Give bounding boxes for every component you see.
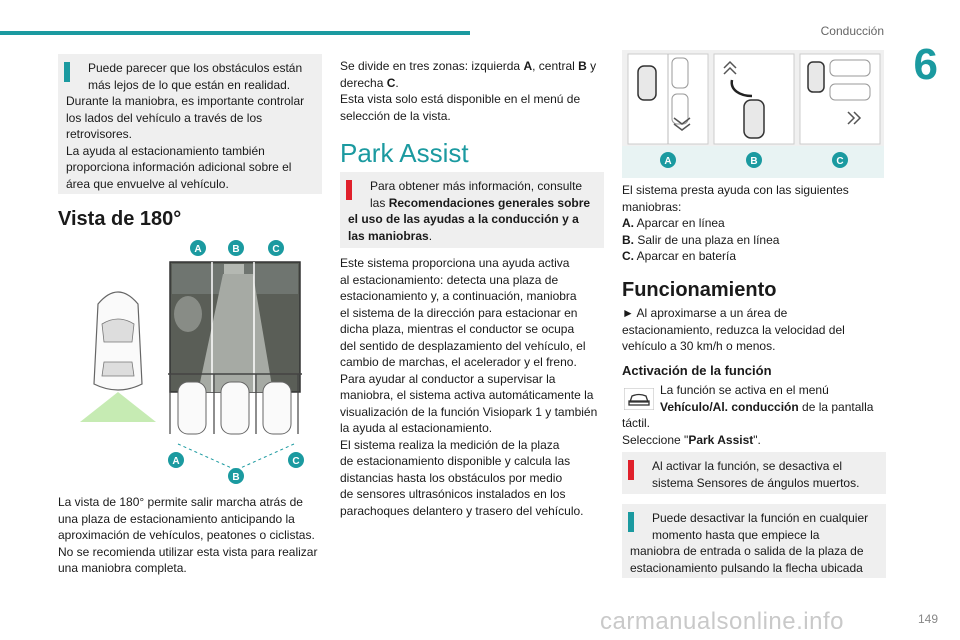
text-line: del sentido de desplazamiento del vehículo, el [340,338,586,353]
step-approach [622,305,892,355]
info-line: más lejos de lo que están en realidad. [88,77,291,92]
heading-activacion: Activación de la función [622,363,772,378]
text-line: parachoques delantero y trasero del vehículo. [340,503,584,518]
warning-box-blind-spot [622,452,886,494]
maneuver-item: B. Salir de una plaza en línea [622,232,780,247]
text-line: una plaza de estacionamiento anticipando la [58,511,295,526]
text-line: ► Al aproximarse a un área de [622,306,788,320]
text-line: estacionamiento y, a continuación, maniobra [340,289,577,303]
page-number: 149 [917,612,938,626]
label-c-text: C [272,244,280,255]
chapter-title: Conducción [820,24,884,38]
label-c-text: C [836,156,844,167]
info-line: Durante la maniobra, es importante controlar [66,94,305,108]
text-line: Puede desactivar la función en cualquier [652,511,869,525]
text-line: El sistema presta ayuda con las siguientes [622,183,849,197]
text-line: maniobra, el sistema activa automáticamente la [340,388,594,402]
text-line: de estacionamiento disponible y calcula las [340,454,571,468]
text-line: selección de la vista. [340,108,451,123]
heading-park-assist: Park Assist [340,138,469,168]
text-line: Esta vista solo está disponible en el menú de [340,92,581,106]
text-line: de sensores ultrasónicos instalados en los [340,487,566,501]
chapter-number: 6 [913,40,938,89]
zones-line-2: derecha C. [340,75,399,90]
maneuver-item: A. Aparcar en línea [622,216,725,230]
label-a-text: A [194,244,202,255]
info-line: los lados del vehículo a través de los [66,110,263,125]
text-line: el uso de las ayudas a la conducción y a [348,212,579,226]
text-line: aproximación de vehículos, peatones o ciclistas. [58,528,315,542]
text-line: sistema Sensores de ángulos muertos. [652,475,860,490]
text-line: al estacionamiento: detecta una plaza de [340,272,559,287]
parked-car [263,382,291,434]
parked-car [178,382,206,434]
text-line: estacionamiento pulsando la flecha ubicada [630,560,863,575]
info-box-deactivate [622,504,886,578]
text-line: Para obtener más información, consulte [370,179,583,193]
text-line: La función se activa en el menú [660,383,829,397]
label-c-text: C [292,456,300,467]
label-a-text: A [664,156,672,167]
label-b-text: B [232,472,240,483]
intro-zones [340,58,610,124]
text-line: distancias hasta los obstáculos por medio [340,470,563,485]
paragraph-vista-180 [58,494,328,577]
info-line: retrovisores. [66,127,133,141]
paragraph-park-assist [340,255,615,519]
text-line: momento hasta que empiece la [652,527,820,542]
text-line: las Recomendaciones generales sobre [370,195,591,210]
header-accent-bar [0,31,470,35]
maneuvers-list [622,182,892,265]
info-line: La ayuda al estacionamiento también [66,143,265,158]
warning-icon [628,460,634,480]
text-line: Para ayudar al conductor a supervisar la [340,371,556,386]
text-line: dicha plaza, mientras el conductor se ocupa [340,322,575,336]
text-line: La vista de 180° permite salir marcha atrás de [58,495,303,509]
heading-vista-180: Vista de 180° [58,208,182,230]
text-line: estacionamiento, reduzca la velocidad del [622,322,845,337]
info-box-distance [58,54,322,194]
info-line: área que envuelve al vehículo. [66,176,229,191]
info-line: proporciona información adicional sobre el [66,160,292,174]
text-line: una maniobra completa. [58,561,187,575]
parked-car [221,382,249,434]
warning-box-recommendations [340,172,604,248]
text-line: Vehículo/Al. conducción de la pantalla [660,399,874,414]
text-line: maniobras: [622,199,682,214]
info-icon [628,512,634,532]
text-line: la ayuda al estacionamiento. [340,421,493,435]
text-line: las maniobras. [348,228,433,243]
info-icon [64,62,70,82]
text-line: Seleccione "Park Assist". [622,432,761,447]
text-line: No se recomienda utilizar esta vista para realizar [58,544,318,559]
figure-park-assist-maneuvers [622,50,884,178]
rear-view-zone [80,392,156,422]
label-b-text: B [232,244,240,255]
text-line: Al activar la función, se desactiva el [652,459,843,473]
info-line: Puede parecer que los obstáculos están [88,61,303,75]
activation-text [622,382,892,448]
text-line: visualización de la función Visiopark 1 y también [340,404,598,419]
car-own [94,292,142,390]
warning-icon [346,180,352,200]
figure-180-view [58,234,322,490]
heading-funcionamiento: Funcionamiento [622,279,777,301]
text-line: vehículo a 30 km/h o menos. [622,339,776,353]
zones-line-1: Se divide en tres zonas: izquierda A, central B y [340,59,597,73]
text-line: el sistema de la dirección para estacionar en [340,305,578,320]
text-line: El sistema realiza la medición de la plaza [340,437,560,452]
label-b-text: B [750,156,758,167]
watermark: carmanualsonline.info [600,608,844,635]
label-a-text: A [172,456,180,467]
text-line: maniobra de entrada o salida de la plaza de [630,544,864,558]
text-line: táctil. [622,416,651,430]
text-line: cambio de marchas, el acelerador y el freno. [340,355,577,369]
text-line: Este sistema proporciona una ayuda activa [340,256,570,270]
maneuver-item: C. Aparcar en batería [622,249,737,263]
